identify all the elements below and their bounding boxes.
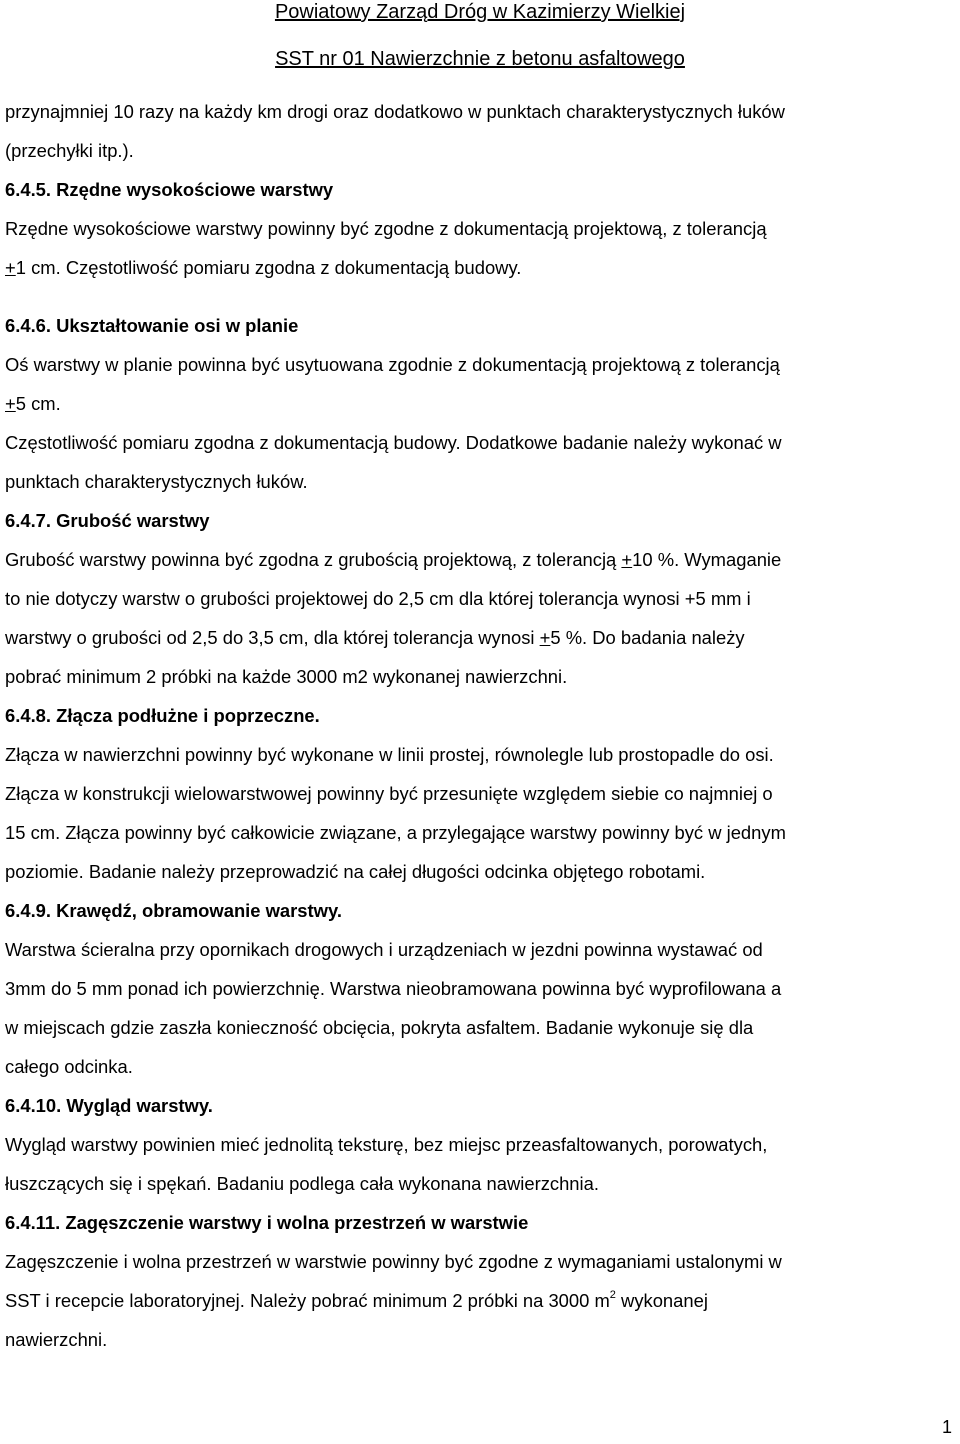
text-line — [5, 618, 957, 657]
text-span: SST i recepcie laboratoryjnej. Należy pobrać minimum 2 próbki na 3000 m — [5, 1290, 610, 1311]
section-heading-6-4-7: 6.4.7. Grubość warstwy — [5, 510, 210, 531]
text-line — [5, 384, 957, 423]
section-heading-6-4-8: 6.4.8. Złącza podłużne i poprzeczne. — [5, 705, 320, 726]
paragraph-spacer — [5, 287, 957, 306]
text-span: 5 cm. — [15, 393, 61, 414]
text-line: Częstotliwość pomiaru zgodna z dokumentacją budowy. Dodatkowe badanie należy wykonać w — [5, 432, 782, 453]
section-heading-6-4-10: 6.4.10. Wygląd warstwy. — [5, 1095, 213, 1116]
text-line: pobrać minimum 2 próbki na każde 3000 m2 wykonanej nawierzchni. — [5, 666, 568, 687]
header-organization: Powiatowy Zarząd Dróg w Kazimierzy Wielkiej — [274, 1, 686, 23]
text-line: to nie dotyczy warstw o grubości projektowej do 2,5 cm dla której tolerancja wynosi +5 mm i — [5, 588, 751, 609]
text-line: Zagęszczenie i wolna przestrzeń w warstwie powinny być zgodne z wymaganiami ustalonymi w — [5, 1251, 782, 1272]
text-line — [5, 540, 957, 579]
text-line: przynajmniej 10 razy na każdy km drogi oraz dodatkowo w punktach charakterystycznych łuków — [5, 101, 785, 122]
document-body — [5, 92, 957, 1359]
text-line: punktach charakterystycznych łuków. — [5, 471, 308, 492]
text-span: warstwy o grubości od 2,5 do 3,5 cm, dla której tolerancja wynosi — [5, 627, 540, 648]
text-line: w miejscach gdzie zaszła konieczność obcięcia, pokryta asfaltem. Badanie wykonuje się dla — [5, 1017, 754, 1038]
plus-minus-sign: + — [5, 257, 16, 278]
section-heading-6-4-11: 6.4.11. Zagęszczenie warstwy i wolna przestrzeń w warstwie — [5, 1212, 529, 1233]
text-line — [5, 248, 957, 287]
text-line — [5, 1281, 957, 1320]
text-line: Złącza w nawierzchni powinny być wykonane w linii prostej, równolegle lub prostopadle do osi. — [5, 744, 774, 765]
text-span: 1 cm. Częstotliwość pomiaru zgodna z dokumentacją budowy. — [15, 257, 522, 278]
text-span: Grubość warstwy powinna być zgodna z grubością projektową, z tolerancją — [5, 549, 622, 570]
plus-minus-sign: + — [621, 549, 633, 570]
section-heading-6-4-5: 6.4.5. Rzędne wysokościowe warstwy — [5, 179, 334, 200]
superscript: 2 — [609, 1289, 616, 1301]
plus-minus-sign: + — [5, 393, 16, 414]
text-line: Wygląd warstwy powinien mieć jednolitą teksturę, bez miejsc przeasfaltowanych, porowatych, — [5, 1134, 768, 1155]
text-line: (przechyłki itp.). — [5, 140, 134, 161]
text-line: 3mm do 5 mm ponad ich powierzchnię. Warstwa nieobramowana powinna być wyprofilowana a — [5, 978, 782, 999]
section-heading-6-4-6: 6.4.6. Ukształtowanie osi w planie — [5, 315, 299, 336]
text-span: wykonanej — [615, 1290, 708, 1311]
text-line: 15 cm. Złącza powinny być całkowicie związane, a przylegające warstwy powinny być w jednym — [5, 822, 786, 843]
text-line: Rzędne wysokościowe warstwy powinny być zgodne z dokumentacją projektową, z tolerancją — [5, 218, 767, 239]
page-number: 1 — [941, 1417, 952, 1437]
text-span: 10 %. Wymaganie — [632, 549, 782, 570]
text-line: nawierzchni. — [5, 1329, 108, 1350]
text-span: 5 %. Do badania należy — [550, 627, 745, 648]
section-heading-6-4-9: 6.4.9. Krawędź, obramowanie warstwy. — [5, 900, 342, 921]
text-line: poziomie. Badanie należy przeprowadzić na całej długości odcinka objętego robotami. — [5, 861, 706, 882]
text-line: całego odcinka. — [5, 1056, 133, 1077]
plus-minus-sign: + — [539, 627, 551, 648]
text-line: Oś warstwy w planie powinna być usytuowana zgodnie z dokumentacją projektową z tolerancją — [5, 354, 780, 375]
header-spec-title: SST nr 01 Nawierzchnie z betonu asfaltowego — [275, 48, 685, 70]
text-line: Warstwa ścieralna przy opornikach drogowych i urządzeniach w jezdni powinna wystawać od — [5, 939, 763, 960]
text-line: łuszczących się i spękań. Badaniu podlega cała wykonana nawierzchnia. — [5, 1173, 599, 1194]
text-line: Złącza w konstrukcji wielowarstwowej powinny być przesunięte względem siebie co najmniej o — [5, 783, 773, 804]
